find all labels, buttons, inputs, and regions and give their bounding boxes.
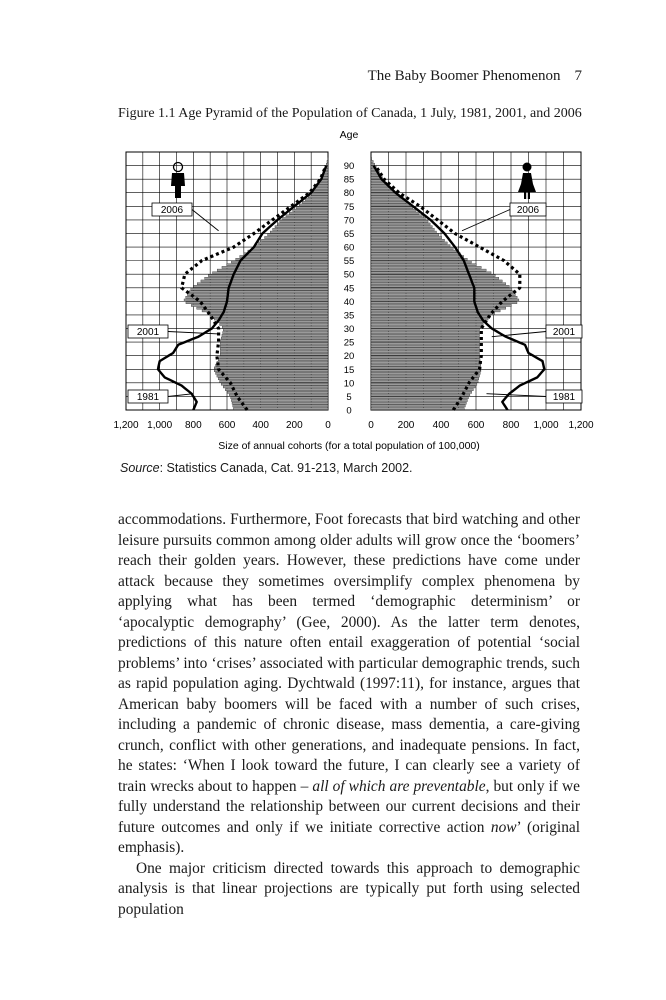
bar-male-2001 — [273, 228, 328, 230]
bar-female-2001 — [371, 340, 480, 342]
paragraph-1-mid: , but only if we fully understand the relationship between our current decisions and their future outcomes and only if we initiate corrective action — [118, 777, 580, 836]
bar-male-2001 — [289, 212, 328, 214]
age-tick-label: 70 — [343, 215, 355, 227]
bar-male-2001 — [201, 280, 328, 282]
bar-male-2001 — [197, 307, 328, 309]
bar-female-2001 — [371, 236, 442, 238]
bar-female-2001 — [371, 361, 480, 363]
page-number: 7 — [574, 68, 582, 84]
bar-male-2001 — [217, 361, 328, 363]
annotation-left-1981: 1981 — [136, 392, 160, 403]
bar-male-2001 — [214, 367, 328, 369]
x-tick-right: 1,000 — [533, 420, 559, 431]
bar-male-2001 — [225, 389, 328, 391]
bar-female-2001 — [371, 160, 373, 162]
age-tick-label: 75 — [343, 201, 355, 213]
bar-male-2001 — [240, 256, 328, 258]
bar-female-2001 — [371, 332, 480, 334]
paragraph-1 — [118, 510, 580, 859]
bar-male-2001 — [220, 380, 328, 382]
bar-male-2001 — [265, 236, 328, 238]
bar-male-2001 — [212, 315, 328, 317]
bar-female-2001 — [371, 217, 425, 219]
bar-female-2001 — [371, 302, 517, 304]
bar-female-2001 — [371, 193, 397, 195]
bar-male-2001 — [232, 402, 328, 404]
x-tick-left: 400 — [252, 420, 270, 431]
bar-male-2001 — [277, 223, 328, 225]
bar-female-2001 — [371, 196, 400, 198]
x-tick-right: 800 — [502, 420, 520, 431]
paragraph-2: One major criticism directed towards this approach to demographic analysis is that linear projections are typically put forth using selected population — [118, 859, 580, 918]
bar-male-2001 — [262, 239, 328, 241]
age-tick-label: 5 — [346, 391, 352, 403]
paragraph-1-text: accommodations. Furthermore, Foot forecasts that bird watching and other leisure pursuits common among older adults will grow once the ‘boomers’ reach their golden years. However, these predictions have come under attack because they sometimes oversimplify complex phenomena by applying what has been termed ‘demographic determinism’ or ‘apocalyptic demography’ (Gee, 2000). As the latter term denotes, predictions of this nature often entail exaggeration of potential ‘social problems’ into ‘crises’ associated with particular demographic trends, such as rapid population aging. Dychtwald (1997:11), for instance, argues that American baby boomers will be faced with a number of such crises, including a pandemic of chronic disease, mass dementia, a care-giving crunch, conflict with other generations, and inadequate pensions. In fact, he states: ‘When I look toward the future, I can clearly see a variety of train wrecks about to happen – — [118, 511, 580, 795]
age-tick-label: 35 — [343, 310, 355, 322]
bar-female-2001 — [371, 163, 375, 165]
bar-male-2001 — [223, 329, 328, 331]
age-tick-label: 85 — [343, 174, 355, 186]
x-tick-left: 0 — [325, 420, 331, 431]
bar-female-2001 — [371, 351, 480, 353]
bar-male-2001 — [223, 332, 328, 334]
bar-male-2001 — [220, 342, 328, 344]
y-axis-label: Age — [339, 129, 359, 141]
bar-male-2001 — [270, 231, 328, 233]
bar-female-2001 — [371, 247, 453, 249]
bar-male-2001 — [216, 364, 328, 366]
bar-male-2001 — [220, 345, 328, 347]
bar-female-2001 — [371, 367, 481, 369]
bar-female-2001 — [371, 359, 480, 361]
bar-female-2001 — [371, 370, 481, 372]
bar-female-2001 — [371, 283, 506, 285]
bar-male-2001 — [326, 163, 328, 165]
bar-male-2001 — [296, 207, 328, 209]
bar-male-2001 — [222, 326, 328, 328]
bar-female-2001 — [371, 239, 445, 241]
bar-male-2001 — [258, 242, 328, 244]
source-text: : Statistics Canada, Cat. 91-213, March 2002. — [159, 461, 413, 475]
bar-male-2001 — [293, 209, 328, 211]
bar-male-2001 — [205, 277, 328, 279]
source-label: Source — [120, 461, 160, 475]
bar-female-2001 — [371, 364, 481, 366]
bar-male-2001 — [222, 334, 328, 336]
bar-female-2001 — [371, 266, 481, 268]
age-tick-label: 10 — [343, 378, 355, 390]
bar-female-2001 — [371, 253, 460, 255]
bar-male-2001 — [299, 204, 328, 206]
age-tick-label: 15 — [343, 364, 355, 376]
bar-female-2001 — [371, 299, 519, 301]
annotation-left-2001: 2001 — [136, 327, 160, 338]
axis-ticks — [113, 161, 593, 431]
bar-female-2001 — [371, 345, 480, 347]
bar-male-2001 — [189, 291, 328, 293]
bar-male-2001 — [314, 190, 328, 192]
bar-female-2001 — [371, 342, 480, 344]
age-tick-label: 65 — [343, 228, 355, 240]
bar-male-2001 — [202, 310, 328, 312]
bar-male-2001 — [217, 269, 328, 271]
annotation-left-1981-pointer — [168, 394, 193, 397]
bar-male-2001 — [252, 247, 328, 249]
bar-male-2001 — [186, 302, 328, 304]
bar-female-2001 — [371, 285, 509, 287]
bar-male-2001 — [244, 253, 328, 255]
bar-female-2001 — [371, 226, 432, 228]
x-tick-left: 800 — [184, 420, 202, 431]
bar-female-2001 — [371, 220, 428, 222]
bar-male-2001 — [231, 261, 328, 263]
bar-male-2001 — [220, 348, 328, 350]
bar-female-2001 — [371, 291, 514, 293]
figure-source — [120, 461, 413, 475]
bar-male-2001 — [214, 318, 328, 320]
bar-male-2001 — [229, 394, 328, 396]
bar-female-2001 — [371, 334, 480, 336]
annotation-right-2001: 2001 — [552, 327, 576, 338]
bar-female-2001 — [371, 405, 465, 407]
bar-male-2001 — [191, 288, 328, 290]
bar-male-2001 — [213, 272, 328, 274]
female-icon — [518, 163, 536, 200]
bar-female-2001 — [371, 280, 502, 282]
age-tick-label: 30 — [343, 324, 355, 336]
paragraph-1-italic-now: now — [490, 818, 517, 836]
bar-female-2001 — [371, 294, 515, 296]
bar-female-2001 — [371, 310, 500, 312]
bar-female-2001 — [371, 389, 473, 391]
x-tick-right: 200 — [397, 420, 415, 431]
bar-female-2001 — [371, 399, 467, 401]
bar-female-2001 — [371, 394, 470, 396]
bar-male-2001 — [220, 356, 328, 358]
bar-female-2001 — [371, 304, 511, 306]
annotation-right-1981: 1981 — [552, 392, 576, 403]
bar-female-2001 — [371, 277, 499, 279]
bar-female-2001 — [371, 397, 468, 399]
x-tick-left: 600 — [218, 420, 236, 431]
bar-male-2001 — [220, 353, 328, 355]
x-tick-left: 1,200 — [113, 420, 139, 431]
bar-male-2001 — [186, 296, 328, 298]
bar-male-2001 — [280, 220, 328, 222]
running-title: The Baby Boomer Phenomenon — [367, 68, 561, 84]
bar-female-2001 — [371, 348, 480, 350]
bar-female-2001 — [371, 380, 478, 382]
bar-male-2001 — [221, 340, 328, 342]
bar-male-2001 — [236, 258, 328, 260]
bar-male-2001 — [214, 370, 328, 372]
bar-male-2001 — [308, 196, 328, 198]
bar-female-2001 — [371, 158, 372, 160]
bar-female-2001 — [371, 386, 475, 388]
bar-male-2001 — [220, 351, 328, 353]
bar-female-2001 — [371, 296, 517, 298]
bar-male-2001 — [208, 275, 328, 277]
figure-caption: Figure 1.1 Age Pyramid of the Population of Canada, 1 July, 1981, 2001, and 2006 — [118, 106, 582, 121]
bar-female-2001 — [371, 323, 483, 325]
bar-female-2001 — [371, 353, 480, 355]
bar-female-2001 — [371, 391, 472, 393]
x-tick-right: 1,200 — [568, 420, 594, 431]
bar-male-2001 — [217, 321, 328, 323]
bar-male-2001 — [191, 304, 328, 306]
bar-female-2001 — [371, 313, 495, 315]
bar-female-2001 — [371, 242, 447, 244]
bar-male-2001 — [223, 386, 328, 388]
bar-female-2001 — [371, 234, 439, 236]
bar-male-2001 — [221, 383, 328, 385]
bar-male-2001 — [311, 193, 328, 195]
bar-female-2001 — [371, 315, 491, 317]
x-tick-left: 200 — [285, 420, 303, 431]
bar-female-2001 — [371, 408, 464, 410]
bar-female-2001 — [371, 228, 434, 230]
bar-male-2001 — [305, 198, 328, 200]
bar-female-2001 — [371, 356, 480, 358]
x-axis-label: Size of annual cohorts (for a total population of 100,000) — [218, 440, 480, 452]
bar-female-2001 — [371, 383, 477, 385]
bar-female-2001 — [371, 207, 413, 209]
bar-female-2001 — [371, 375, 480, 377]
bar-male-2001 — [315, 188, 328, 190]
bar-male-2001 — [233, 405, 328, 407]
bar-female-2001 — [371, 326, 481, 328]
bar-female-2001 — [371, 337, 480, 339]
bar-male-2001 — [218, 359, 328, 361]
bar-female-2001 — [371, 190, 394, 192]
bar-female-2001 — [371, 258, 467, 260]
age-tick-label: 60 — [343, 242, 355, 254]
bar-female-2001 — [371, 307, 506, 309]
bar-male-2001 — [231, 399, 328, 401]
body-text — [118, 510, 580, 920]
bar-male-2001 — [283, 217, 328, 219]
bar-male-2001 — [197, 283, 328, 285]
bar-female-2001 — [371, 272, 491, 274]
bar-male-2001 — [231, 397, 328, 399]
bar-male-2001 — [268, 234, 328, 236]
bar-female-2001 — [371, 201, 407, 203]
bar-female-2001 — [371, 261, 471, 263]
paragraph-1-end: ’ (original emphasis). — [118, 818, 581, 856]
bar-female-2001 — [371, 256, 464, 258]
age-tick-label: 40 — [343, 296, 355, 308]
age-tick-label: 45 — [343, 283, 355, 295]
bar-female-2001 — [371, 215, 422, 217]
bar-female-2001 — [371, 264, 476, 266]
bar-male-2001 — [317, 185, 328, 187]
age-tick-label: 25 — [343, 337, 355, 349]
bar-male-2001 — [218, 378, 328, 380]
age-tick-label: 90 — [343, 161, 355, 173]
bar-female-2001 — [371, 231, 436, 233]
bar-female-2001 — [371, 275, 495, 277]
bar-female-2001 — [371, 198, 403, 200]
annotation-right-1981-pointer — [487, 394, 547, 397]
annotation-right-2006: 2006 — [516, 205, 540, 216]
bar-male-2001 — [286, 215, 328, 217]
bar-female-2001 — [371, 223, 430, 225]
bar-female-2001 — [371, 378, 479, 380]
age-tick-label: 55 — [343, 256, 355, 268]
bar-male-2001 — [217, 375, 328, 377]
bar-male-2001 — [184, 299, 328, 301]
age-tick-label: 80 — [343, 188, 355, 200]
bar-female-2001 — [371, 402, 466, 404]
bar-male-2001 — [255, 245, 328, 247]
bar-male-2001 — [302, 201, 328, 203]
age-tick-label: 0 — [346, 405, 352, 417]
bar-female-2001 — [371, 204, 410, 206]
bar-female-2001 — [371, 329, 480, 331]
bar-male-2001 — [227, 391, 328, 393]
bar-female-2001 — [371, 321, 486, 323]
bar-male-2001 — [275, 226, 328, 228]
bar-female-2001 — [371, 372, 480, 374]
bar-female-2001 — [371, 288, 512, 290]
bar-female-2001 — [371, 245, 450, 247]
bar-male-2001 — [221, 337, 328, 339]
bar-female-2001 — [371, 318, 488, 320]
bar-female-2001 — [371, 188, 392, 190]
age-tick-label: 50 — [343, 269, 355, 281]
bar-female-2001 — [371, 212, 419, 214]
bar-female-2001 — [371, 250, 457, 252]
x-tick-right: 600 — [467, 420, 485, 431]
bar-male-2001 — [327, 160, 328, 162]
bar-male-2001 — [220, 323, 328, 325]
paragraph-1-italic: all of which are preventable — [312, 777, 486, 795]
bar-female-2001 — [371, 209, 416, 211]
x-tick-left: 1,000 — [147, 420, 173, 431]
bar-male-2001 — [207, 313, 328, 315]
age-tick-label: 20 — [343, 351, 355, 363]
bar-male-2001 — [187, 294, 328, 296]
annotation-left-2006: 2006 — [160, 205, 184, 216]
bar-male-2001 — [248, 250, 328, 252]
age-pyramid-chart — [0, 0, 666, 470]
x-tick-right: 400 — [432, 420, 450, 431]
bar-male-2001 — [216, 372, 328, 374]
bar-male-2001 — [227, 264, 328, 266]
bar-male-2001 — [194, 285, 328, 287]
x-tick-right: 0 — [368, 420, 374, 431]
